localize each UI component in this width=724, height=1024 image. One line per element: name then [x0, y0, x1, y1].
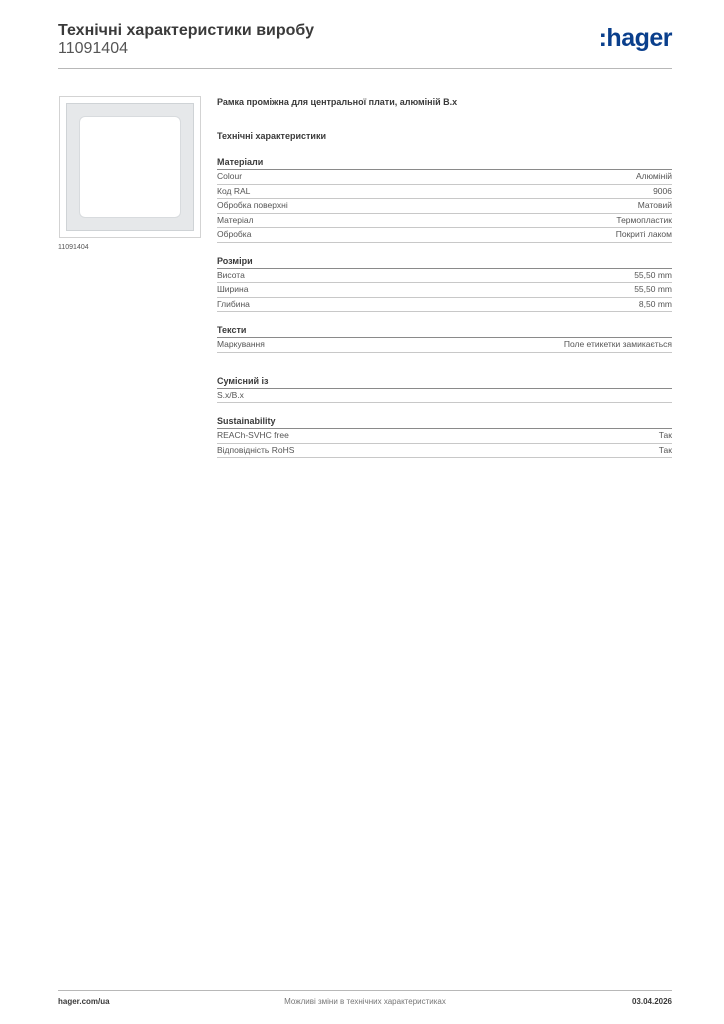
spec-value: Матовий [637, 200, 672, 210]
document-title: Технічні характеристики виробу [58, 22, 314, 39]
spec-value: 55,50 mm [634, 269, 672, 280]
spec-label: REACh-SVHC free [217, 430, 289, 440]
spec-label: Відповідність RoHS [217, 444, 295, 455]
spec-row-material [217, 214, 672, 229]
footer-divider [58, 990, 672, 991]
group-heading: Sustainability [217, 415, 672, 429]
spec-content [217, 96, 672, 458]
spec-row-depth [217, 298, 672, 313]
spec-row-compatible [217, 389, 672, 404]
spec-value: Так [658, 430, 672, 440]
group-heading: Сумісний із [217, 375, 672, 389]
hager-logo: :hager [598, 24, 672, 52]
group-heading: Матеріали [217, 156, 672, 170]
footer-date: 03.04.2026 [631, 997, 672, 1006]
spec-label: S.x/B.x [217, 389, 244, 400]
spec-value: Поле етикетки замикається [563, 339, 672, 349]
spec-value: 9006 [653, 185, 672, 196]
group-sustainability [217, 415, 672, 458]
group-heading: Розміри [217, 255, 672, 269]
spec-row-marking [217, 338, 672, 353]
spec-row-reach [217, 429, 672, 444]
spec-label: Обробка поверхні [217, 200, 288, 210]
spec-value: Покриті лаком [615, 229, 672, 239]
spec-value: 55,50 mm [634, 284, 672, 294]
spec-value: 8,50 mm [638, 298, 672, 309]
product-image [59, 96, 201, 238]
group-heading: Тексти [217, 324, 672, 338]
frame-opening [79, 116, 181, 218]
group-materials [217, 156, 672, 243]
spec-row-rohs [217, 444, 672, 459]
spec-row-finish [217, 228, 672, 243]
footer-notice: Можливі зміни в технічних характеристиках [284, 997, 446, 1006]
frame-picture [66, 103, 194, 231]
spec-row-ral [217, 185, 672, 200]
spec-value: Термопластик [616, 214, 672, 225]
group-dimensions [217, 255, 672, 313]
product-name: Рамка проміжна для центральної плати, алюміній B.x [217, 97, 458, 107]
spec-row-width [217, 283, 672, 298]
footer-website-link[interactable]: hager.com/ua [58, 997, 110, 1006]
spec-label: Глибина [217, 298, 250, 309]
group-compatible [217, 375, 672, 404]
group-texts [217, 324, 672, 353]
spec-row-height [217, 269, 672, 284]
header-divider [58, 68, 672, 69]
spec-label: Ширина [217, 284, 249, 294]
spec-label: Маркування [217, 339, 265, 349]
document-product-number: 11091404 [58, 40, 128, 57]
spec-label: Матеріал [217, 214, 254, 225]
specs-heading: Технічні характеристики [217, 131, 326, 141]
spec-row-colour [217, 170, 672, 185]
spec-value: Алюміній [636, 171, 672, 181]
image-caption: 11091404 [58, 244, 89, 251]
spec-label: Colour [217, 171, 243, 181]
spec-label: Висота [217, 269, 245, 280]
spec-row-surface [217, 199, 672, 214]
spec-value: Так [658, 444, 672, 455]
page-footer [58, 997, 672, 1011]
spec-label: Код RAL [217, 185, 251, 196]
spec-label: Обробка [217, 229, 252, 239]
page-header [58, 20, 674, 70]
